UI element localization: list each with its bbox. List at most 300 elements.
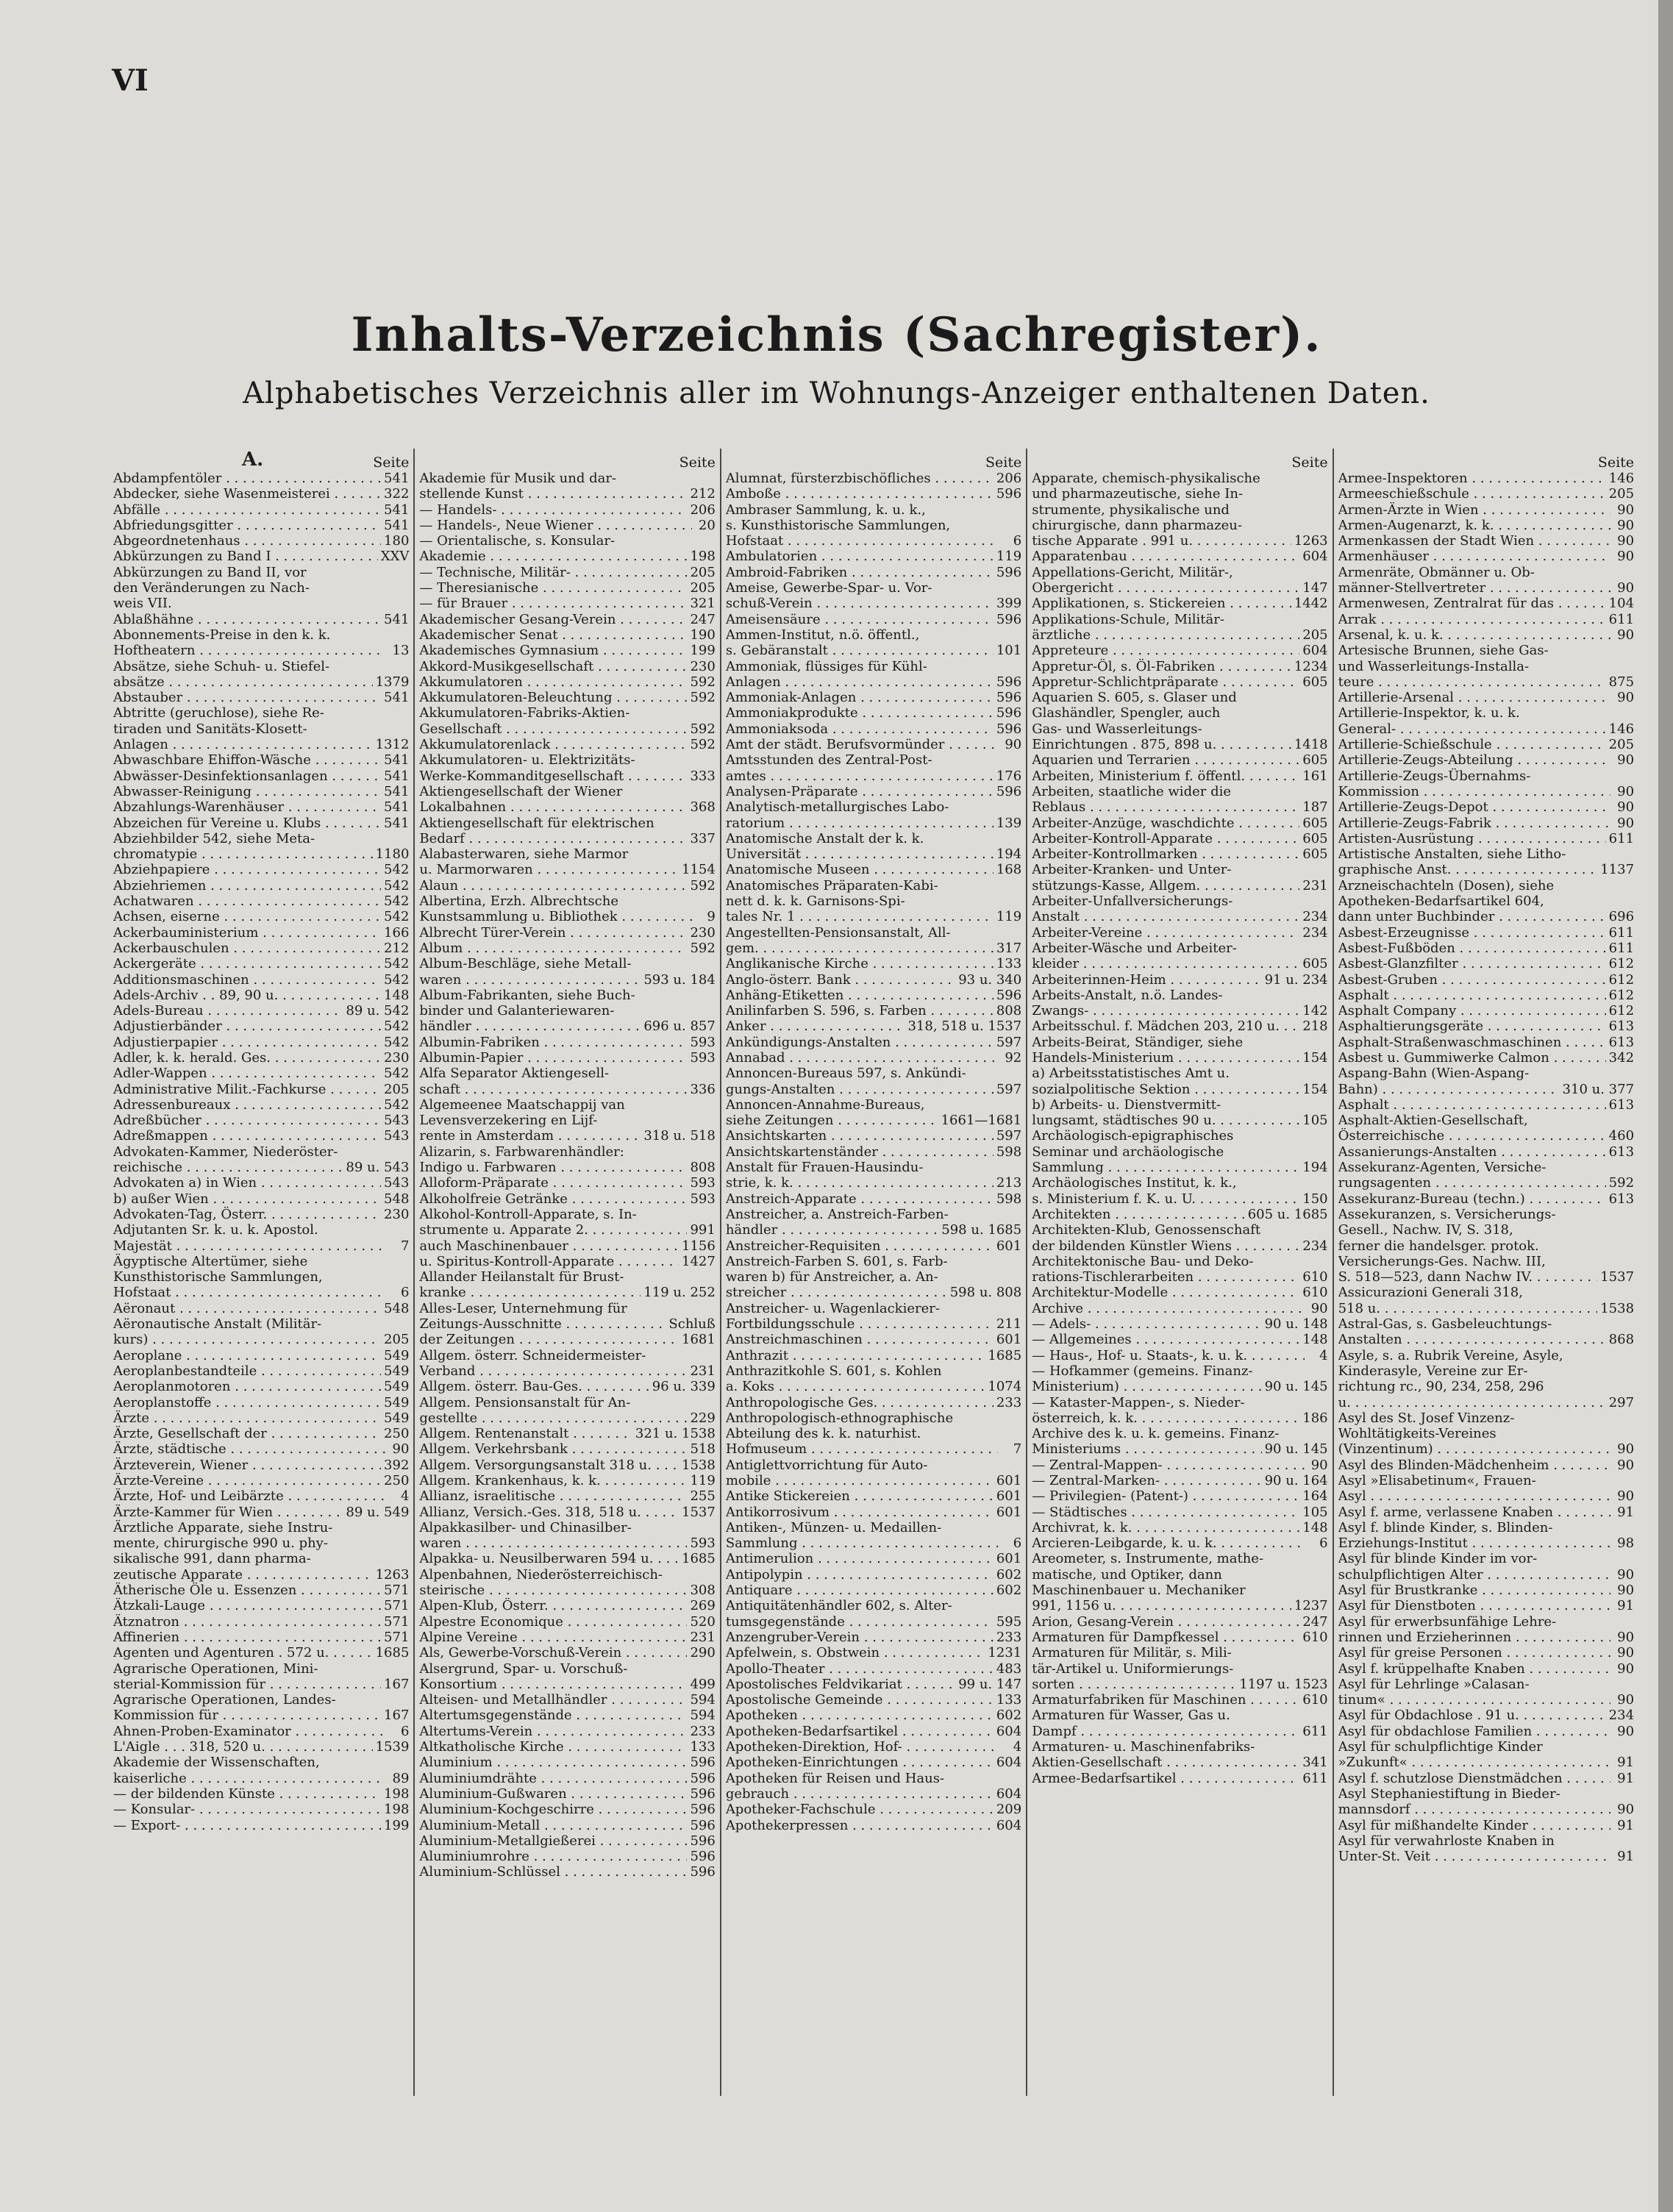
entry-term: Aëronaut . . . — [113, 1301, 381, 1316]
index-entry — [113, 502, 409, 518]
entry-page: 90 — [1617, 1583, 1635, 1599]
index-entry — [113, 846, 409, 862]
index-entry — [419, 643, 715, 658]
entry-term: Adjustierbänder . . . — [113, 1018, 381, 1034]
index-entry — [113, 1082, 409, 1097]
entry-term: Albumin-Papier . . . — [419, 1050, 687, 1066]
entry-page — [385, 659, 409, 674]
entry-page: 602 — [996, 1566, 1022, 1583]
index-entry — [113, 1802, 409, 1817]
entry-term: Erziehungs-Institut . . . — [1338, 1535, 1610, 1551]
entry-term: S. 518—523, dann Nachw IV. . . . — [1338, 1269, 1598, 1285]
entry-page — [1610, 1222, 1634, 1238]
index-entry — [726, 674, 1021, 690]
entry-page: 342 — [1608, 1049, 1635, 1066]
index-entry — [1032, 549, 1327, 564]
column-header — [726, 449, 1021, 471]
entry-term: Arbeiter-Anzüge, waschdichte . . . — [1032, 816, 1299, 831]
entry-term: Akademie . . . — [419, 549, 687, 564]
index-entry — [1338, 690, 1634, 705]
entry-page: 1538 — [1600, 1300, 1635, 1316]
entry-term: steirische . . . — [419, 1583, 687, 1598]
entry-term: Adreßmappen . . . — [113, 1128, 381, 1144]
entry-term: Agrarische Operationen, Landes- — [113, 1692, 336, 1708]
entry-page: 180 — [384, 533, 410, 549]
entry-term: Antike Stickereien . . . — [726, 1488, 994, 1504]
index-entry — [419, 1301, 715, 1316]
entry-page: 542 — [384, 909, 410, 925]
entry-page — [1305, 1395, 1328, 1410]
index-entry — [726, 1630, 1021, 1645]
index-entry — [726, 1505, 1021, 1520]
entry-page — [692, 816, 716, 831]
entry-term: a. Koks . . . — [726, 1379, 985, 1394]
entry-term: rations-Tischlerarbeiten . . . — [1032, 1269, 1299, 1285]
entry-term: Album . . . — [419, 941, 687, 956]
entry-page: 20 — [698, 517, 716, 533]
index-entry — [419, 784, 715, 799]
index-entry — [113, 674, 409, 690]
entry-term: Analytisch-metallurgisches Labo- — [725, 799, 949, 816]
entry-page: 89 u. 543 — [346, 1160, 410, 1176]
column-header — [419, 449, 715, 471]
entry-page: 247 — [690, 611, 716, 627]
entry-page — [1610, 878, 1634, 893]
entry-page: 231 — [690, 1629, 716, 1645]
entry-page: 605 — [1302, 752, 1328, 768]
index-entry — [726, 705, 1021, 721]
index-entry — [419, 705, 715, 721]
index-entry — [1338, 1238, 1634, 1254]
entry-term: Aktiengesellschaft für elektrischen — [419, 815, 654, 831]
entry-term: Abkürzungen zu Band II, vor — [113, 564, 307, 580]
entry-term: Architektonische Bau- und Deko- — [1032, 1253, 1254, 1269]
index-entry — [113, 1614, 409, 1630]
entry-page — [1610, 1254, 1634, 1269]
entry-page: 1442 — [1294, 596, 1328, 612]
entry-term: Versicherungs-Ges. Nachw. III, — [1338, 1253, 1546, 1269]
entry-page: 611 — [1302, 1770, 1328, 1786]
index-entry — [1032, 956, 1327, 971]
entry-page — [998, 1426, 1021, 1441]
entry-page — [1610, 659, 1634, 674]
entry-page — [692, 1567, 716, 1583]
entry-page: 90 — [1617, 1488, 1635, 1505]
entry-page: 318 u. 518 — [643, 1128, 716, 1144]
entry-page: 596 — [690, 1755, 716, 1771]
index-entry — [1032, 1583, 1327, 1598]
entry-term: dann unter Buchbinder . . . — [1338, 909, 1606, 924]
index-entry — [1032, 674, 1327, 690]
entry-term: Gesellschaft . . . — [419, 721, 687, 737]
index-entry — [726, 1441, 1021, 1457]
entry-term: graphische Anst. . . . — [1338, 862, 1598, 877]
entry-term: Ablaßhähne . . . — [113, 612, 381, 627]
index-entry — [1338, 1739, 1634, 1755]
entry-term: — Haus-, Hof- u. Staats-, k. u. k. . . . — [1032, 1348, 1304, 1363]
entry-term: Anlagen . . . — [113, 737, 373, 752]
index-entry — [1338, 1771, 1634, 1786]
entry-page: 596 — [690, 1785, 716, 1802]
entry-page: 604 — [996, 1785, 1022, 1802]
index-entry — [1032, 1630, 1327, 1645]
entry-term: chromatypie . . . — [113, 846, 373, 862]
index-entry — [113, 972, 409, 988]
entry-term: Analysen-Präparate . . . — [726, 784, 994, 799]
entry-page: 541 — [384, 517, 410, 533]
entry-page: 310 u. 377 — [1562, 1081, 1635, 1097]
entry-term: sozialpolitische Sektion . . . — [1032, 1082, 1299, 1097]
index-entry — [1338, 1128, 1634, 1144]
entry-term: — Privilegien- (Patent-) . . . — [1032, 1488, 1299, 1504]
entry-term: kleider . . . — [1032, 956, 1299, 971]
entry-term: gebrauch . . . — [726, 1786, 994, 1802]
index-entry — [419, 1410, 715, 1426]
index-entry — [726, 878, 1021, 893]
index-entry — [113, 816, 409, 831]
entry-term: Arrak . . . — [1338, 612, 1606, 627]
entry-page: 592 — [690, 721, 716, 737]
index-entry — [1338, 1018, 1634, 1034]
index-entry — [1338, 1222, 1634, 1238]
index-entry — [113, 1254, 409, 1269]
entry-page: 90 — [1617, 1566, 1635, 1583]
index-entry — [726, 1035, 1021, 1050]
entry-term: Allgem. österr. Schneidermeister- — [419, 1347, 646, 1363]
entry-page: 368 — [690, 799, 716, 816]
entry-term: Aeroplane . . . — [113, 1348, 381, 1363]
entry-term: Akademisches Gymnasium . . . — [419, 643, 687, 658]
entry-term: Ärzte, Gesellschaft der . . . — [113, 1426, 381, 1441]
entry-page: 613 — [1608, 1096, 1635, 1113]
entry-page: 597 — [996, 1034, 1022, 1050]
index-entry — [419, 580, 715, 596]
entry-term: Einrichtungen . 875, 898 u. . . . — [1032, 737, 1291, 752]
entry-page: 206 — [690, 502, 716, 518]
index-entry — [726, 1520, 1021, 1535]
entry-page — [1305, 690, 1328, 705]
entry-term: Akkumulatorenlack . . . — [419, 737, 687, 752]
entry-page — [1305, 1645, 1328, 1660]
entry-term: Assekuranz-Agenten, Versiche- — [1338, 1160, 1547, 1176]
entry-page: 212 — [690, 486, 716, 502]
entry-page: 90 — [1617, 549, 1635, 565]
index-entry — [726, 752, 1021, 768]
entry-term: Allander Heilanstalt für Brust- — [419, 1269, 624, 1285]
entry-page: 1156 — [682, 1238, 716, 1254]
entry-page — [692, 1144, 716, 1160]
index-entry — [1338, 1285, 1634, 1300]
index-entry — [1032, 1269, 1327, 1285]
entry-page: 542 — [384, 1096, 410, 1113]
entry-term: auch Maschinenbauer . . . — [419, 1238, 679, 1254]
index-entry — [1338, 1082, 1634, 1097]
entry-term: Alsergrund, Spar- u. Vorschuß- — [419, 1660, 628, 1677]
index-entry — [113, 533, 409, 549]
index-entry — [726, 1222, 1021, 1238]
entry-page: 154 — [1302, 1081, 1328, 1097]
entry-term: Ärztliche Apparate, siehe Instru- — [113, 1519, 333, 1535]
index-entry — [419, 1144, 715, 1160]
index-entry — [419, 1505, 715, 1520]
entry-page: 605 — [1302, 674, 1328, 690]
index-entry — [1338, 1849, 1634, 1864]
entry-page: 808 — [996, 1003, 1022, 1019]
entry-term: Albumin-Fabriken . . . — [419, 1035, 687, 1050]
page-title: Inhalts-Verzeichnis (Sachregister). — [351, 307, 1322, 363]
entry-page: 187 — [1302, 799, 1328, 816]
entry-term: Arbeitsschul. f. Mädchen 203, 210 u. . . . — [1032, 1018, 1299, 1034]
entry-term: mente, chirurgische 990 u. phy- — [113, 1535, 328, 1552]
entry-term: Allianz, Versich.-Ges. 318, 518 u. . . . — [419, 1505, 679, 1520]
entry-term: Agenten und Agenturen . 572 u. . . . — [113, 1645, 373, 1660]
entry-term: chirurgische, dann pharmazeu- — [1032, 517, 1242, 533]
entry-term: Levensverzekering en Lijf- — [419, 1113, 598, 1129]
entry-term: gungs-Anstalten . . . — [726, 1082, 994, 1097]
entry-page — [998, 580, 1021, 596]
entry-term: Asyl für mißhandelte Kinder . . . — [1338, 1818, 1610, 1833]
entry-page: 146 — [1608, 471, 1635, 486]
entry-term: Additionsmaschinen . . . — [113, 972, 381, 988]
entry-term: Ahnen-Proben-Examinator . . . — [113, 1724, 385, 1739]
entry-page: 542 — [384, 877, 410, 893]
entry-term: Abfriedungsgitter . . . — [113, 518, 381, 533]
index-entry — [1338, 1254, 1634, 1269]
entry-term: Arbeiten, staatliche wider die — [1032, 783, 1232, 799]
index-entry — [1032, 1285, 1327, 1300]
index-entry — [726, 1583, 1021, 1598]
entry-page: 93 u. 340 — [958, 971, 1022, 988]
entry-term: siehe Zeitungen . . . — [726, 1113, 938, 1128]
index-entry — [419, 1316, 715, 1332]
entry-term: Allgem. österr. Bau-Ges. . . . — [419, 1379, 649, 1394]
index-entry — [419, 1677, 715, 1692]
entry-term: Ansichtskartenständer . . . — [726, 1144, 994, 1160]
entry-page: 318, 518 u. 1537 — [907, 1018, 1022, 1035]
index-entry — [1338, 1050, 1634, 1066]
entry-page: 597 — [996, 1128, 1022, 1144]
entry-page: 601 — [996, 1332, 1022, 1348]
entry-page: 1379 — [375, 674, 410, 690]
entry-page: 199 — [384, 1817, 410, 1833]
entry-page: 611 — [1608, 940, 1635, 956]
index-entry — [419, 1113, 715, 1128]
entry-page — [692, 956, 716, 971]
entry-page: 1537 — [1600, 1269, 1635, 1285]
entry-page: 542 — [384, 893, 410, 910]
entry-term: Aktiengesellschaft der Wiener — [419, 783, 623, 799]
index-entry — [1338, 486, 1634, 502]
entry-term: Abteilung des k. k. naturhist. — [725, 1426, 921, 1442]
entry-term: Konsortium . . . — [419, 1677, 687, 1692]
entry-page: 119 — [690, 1473, 716, 1488]
index-entry — [419, 471, 715, 486]
index-entry — [419, 941, 715, 956]
entry-page: 133 — [996, 956, 1022, 972]
entry-term: Kinderasyle, Vereine zur Er- — [1338, 1363, 1528, 1379]
entry-page: 610 — [1302, 1269, 1328, 1285]
index-entry — [726, 1254, 1021, 1269]
index-entry — [1032, 1598, 1327, 1613]
entry-term: Anstalt . . . — [1032, 909, 1299, 924]
index-entry — [1032, 565, 1327, 580]
entry-term: Anglo-österr. Bank . . . — [726, 972, 955, 988]
entry-term: Armee-Bedarfsartikel . . . — [1032, 1771, 1299, 1786]
entry-page: 90 — [1310, 1300, 1328, 1316]
entry-page: 611 — [1302, 1723, 1328, 1739]
index-entry — [419, 1645, 715, 1660]
entry-term: Ackergeräte . . . — [113, 956, 381, 971]
entry-page: 119 — [996, 549, 1022, 565]
entry-term: Arbeiter-Kontroll-Apparate . . . — [1032, 831, 1299, 846]
entry-page: 593 u. 184 — [643, 971, 716, 988]
index-entry — [419, 1802, 715, 1817]
entry-term: Assekuranz-Bureau (techn.) . . . — [1338, 1191, 1606, 1207]
index-entry — [1032, 768, 1327, 784]
entry-page — [692, 1520, 716, 1535]
entry-term: Bahn) . . . — [1338, 1082, 1560, 1097]
index-entry — [1338, 1379, 1634, 1394]
entry-page: 605 — [1302, 956, 1328, 972]
index-entry — [419, 1066, 715, 1081]
index-entry — [1032, 1708, 1327, 1723]
entry-page: 91 — [1617, 1598, 1635, 1614]
entry-term: Artillerie-Inspektor, k. u. k. — [1338, 705, 1520, 721]
index-entry — [1338, 1567, 1634, 1583]
entry-page — [1305, 1739, 1328, 1755]
entry-page: 598 — [996, 1191, 1022, 1207]
entry-term: General- . . . — [1338, 721, 1606, 737]
index-entry — [419, 1175, 715, 1191]
entry-page: 190 — [690, 627, 716, 643]
entry-page — [998, 1598, 1021, 1613]
entry-term: rinnen und Erzieherinnen . . . — [1338, 1630, 1610, 1645]
index-entry — [1032, 1316, 1327, 1332]
index-entry — [113, 784, 409, 799]
index-entry — [1032, 627, 1327, 643]
entry-term: Kommission . . . — [1338, 784, 1610, 799]
entry-term: Fortbildungsschule . . . — [726, 1316, 994, 1332]
index-entry — [1032, 721, 1327, 737]
entry-page — [1305, 612, 1328, 627]
entry-page — [385, 831, 409, 846]
index-columns — [109, 449, 1638, 2096]
entry-term: Lokalbahnen . . . — [419, 799, 687, 815]
entry-term: Asyl des Blinden-Mädchenheim . . . — [1338, 1458, 1610, 1473]
entry-page: 269 — [690, 1598, 716, 1614]
index-entry — [1032, 846, 1327, 862]
entry-page: 594 — [690, 1692, 716, 1708]
entry-page: 231 — [690, 1363, 716, 1379]
index-entry — [1338, 1598, 1634, 1613]
index-entry — [726, 1395, 1021, 1410]
index-entry — [726, 518, 1021, 533]
entry-term: Wohltätigkeits-Vereines — [1338, 1426, 1497, 1442]
index-entry — [1338, 549, 1634, 564]
entry-term: Ammoniak, flüssiges für Kühl- — [725, 658, 927, 674]
index-entry — [726, 846, 1021, 862]
entry-page: 4 — [1013, 1739, 1022, 1755]
entry-page: 612 — [1608, 971, 1635, 988]
entry-page — [998, 1771, 1021, 1786]
entry-page — [1610, 1614, 1634, 1630]
entry-term: Aluminium-Gußwaren . . . — [419, 1786, 687, 1802]
entry-term: sterial-Kommission für . . . — [113, 1677, 381, 1692]
entry-term: Asyl f. arme, verlassene Knaben . . . — [1338, 1505, 1610, 1520]
entry-page — [998, 1269, 1021, 1285]
entry-page: 91 — [1617, 1770, 1635, 1786]
entry-term: Arbeiter-Wäsche und Arbeiter- — [1032, 940, 1237, 956]
entry-page: 605 u. 1685 — [1247, 1206, 1328, 1222]
entry-term: Apparatenbau . . . — [1032, 549, 1299, 564]
entry-page: 549 — [384, 1410, 410, 1426]
entry-page — [998, 502, 1021, 518]
index-entry — [1338, 768, 1634, 784]
index-entry — [726, 549, 1021, 564]
entry-term: u. Spiritus-Kontroll-Apparate . . . — [419, 1254, 679, 1269]
entry-page — [1305, 941, 1328, 956]
index-entry — [113, 1018, 409, 1034]
entry-page: 205 — [690, 564, 716, 580]
entry-term: und Wasserleitungs-Installa- — [1338, 658, 1530, 674]
entry-page: 90 u. 145 — [1264, 1441, 1328, 1458]
entry-page: 199 — [690, 643, 716, 659]
index-entry — [1032, 1739, 1327, 1755]
index-entry — [113, 956, 409, 971]
index-entry — [419, 1441, 715, 1457]
index-entry — [1032, 1363, 1327, 1379]
entry-term: Altertums-Verein . . . — [419, 1724, 687, 1739]
index-entry — [726, 1755, 1021, 1770]
entry-list — [113, 471, 409, 1833]
index-entry — [1338, 878, 1634, 893]
index-entry — [113, 549, 409, 564]
entry-term: schuß-Verein . . . — [726, 596, 994, 611]
index-entry — [113, 1395, 409, 1410]
index-entry — [419, 1598, 715, 1613]
entry-term: Aeroplanbestandteile . . . — [113, 1363, 381, 1379]
entry-page: 6 — [400, 1723, 410, 1739]
entry-page — [385, 1520, 409, 1535]
column-header — [113, 449, 409, 471]
entry-list — [419, 471, 715, 1880]
index-entry — [113, 1724, 409, 1739]
index-entry — [1032, 1473, 1327, 1488]
entry-page — [1305, 1175, 1328, 1191]
entry-page — [998, 925, 1021, 941]
index-entry — [419, 1849, 715, 1864]
entry-page: XXV — [380, 549, 410, 565]
index-entry — [1338, 1724, 1634, 1739]
entry-page — [692, 1395, 716, 1410]
entry-page: 612 — [1608, 987, 1635, 1003]
entry-term: Appretur-Schlichtpräparate . . . — [1032, 674, 1299, 690]
index-entry — [1338, 1708, 1634, 1723]
entry-term: Akkumulatoren . . . — [419, 674, 687, 690]
index-entry — [1338, 1583, 1634, 1598]
entry-page: 90 — [1617, 690, 1635, 706]
index-entry — [419, 1128, 715, 1144]
entry-term: Arbeiter-Kontrollmarken . . . — [1032, 846, 1299, 862]
entry-page — [1610, 1207, 1634, 1222]
entry-term: Artillerie-Zeugs-Fabrik . . . — [1338, 816, 1610, 831]
entry-page: 1263 — [375, 1566, 410, 1583]
entry-term: Aluminium . . . — [419, 1755, 687, 1770]
index-entry — [113, 1771, 409, 1786]
entry-page: 596 — [996, 690, 1022, 706]
index-entry — [419, 846, 715, 862]
entry-page: 166 — [384, 924, 410, 941]
